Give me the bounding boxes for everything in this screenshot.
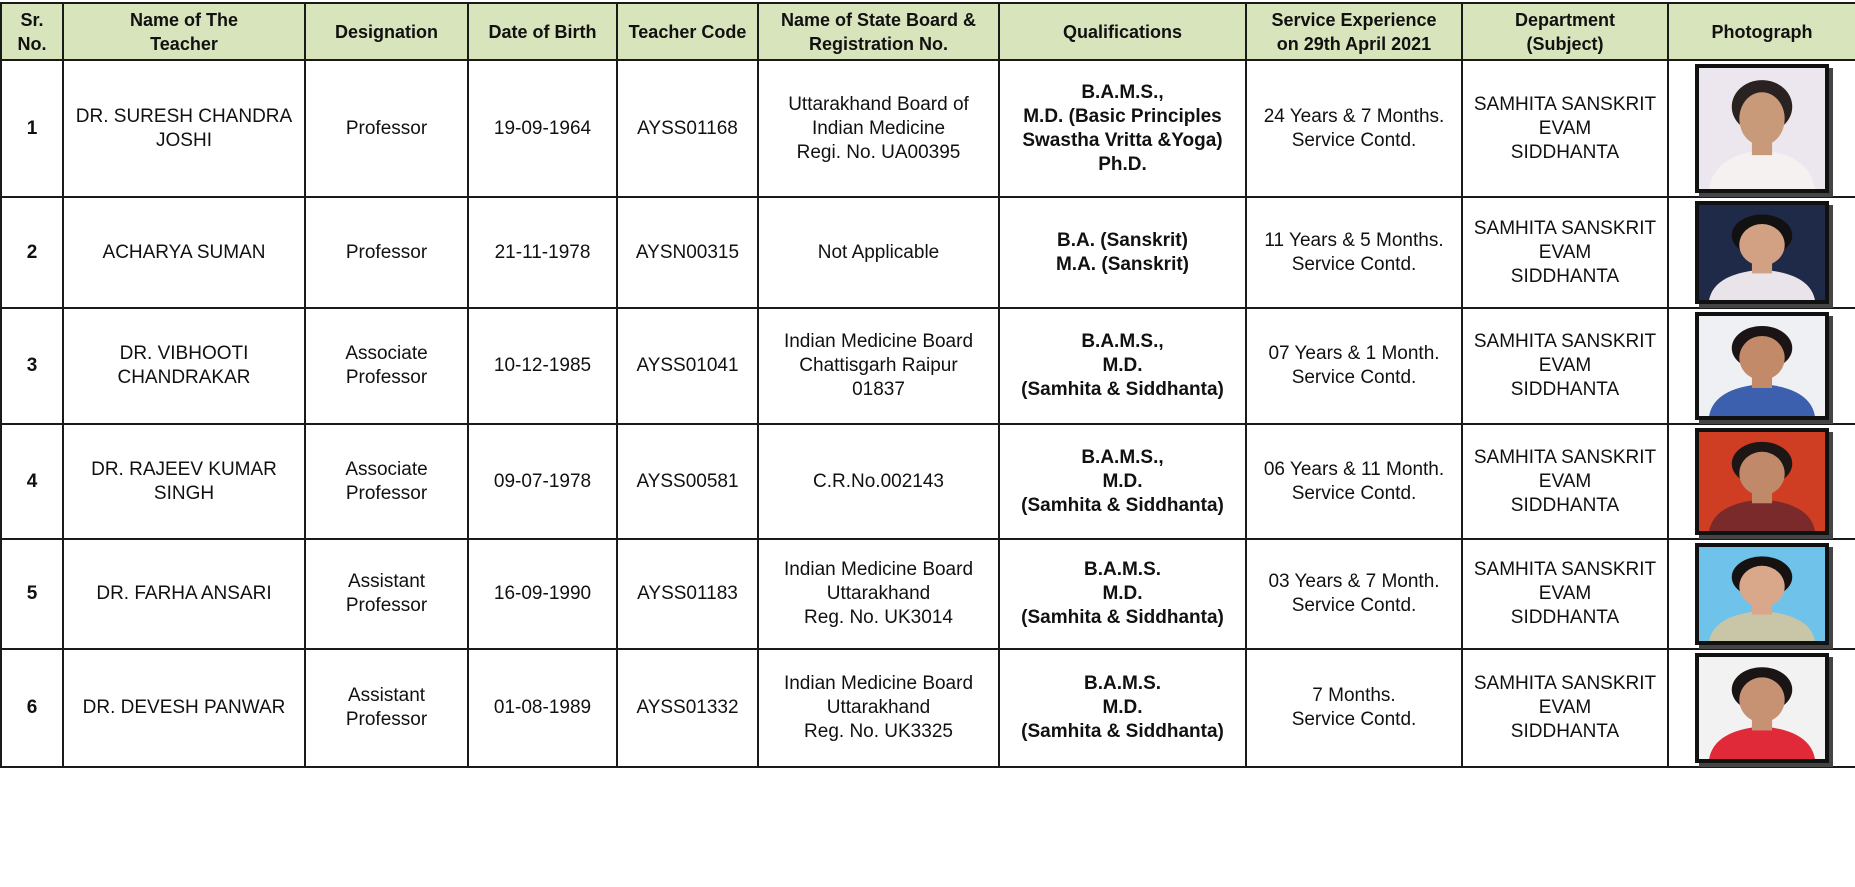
portrait-photo xyxy=(1699,432,1825,531)
designation-cell: Professor xyxy=(305,60,468,197)
photo-frame xyxy=(1695,201,1829,304)
header-row xyxy=(1,3,1855,60)
header-experience: Service Experience on 29th April 2021 xyxy=(1246,3,1462,60)
table-row xyxy=(1,649,1855,767)
header-state-board: Name of State Board & Registration No. xyxy=(758,3,999,60)
department-cell: SAMHITA SANSKRIT EVAM SIDDHANTA xyxy=(1462,649,1668,767)
qualifications-cell: B.A.M.S., M.D. (Samhita & Siddhanta) xyxy=(999,424,1246,539)
photo-frame xyxy=(1695,64,1829,193)
designation-cell: Associate Professor xyxy=(305,424,468,539)
sr-no-cell: 4 xyxy=(1,424,63,539)
state-board-cell: Indian Medicine Board Uttarakhand Reg. No. UK3014 xyxy=(758,539,999,649)
experience-cell: 07 Years & 1 Month. Service Contd. xyxy=(1246,308,1462,424)
sr-no-cell: 2 xyxy=(1,197,63,308)
state-board-cell: Uttarakhand Board of Indian Medicine Regi. No. UA00395 xyxy=(758,60,999,197)
department-cell: SAMHITA SANSKRIT EVAM SIDDHANTA xyxy=(1462,539,1668,649)
experience-cell: 24 Years & 7 Months. Service Contd. xyxy=(1246,60,1462,197)
photograph-cell xyxy=(1668,539,1855,649)
teacher-code-cell: AYSS01332 xyxy=(617,649,758,767)
header-designation: Designation xyxy=(305,3,468,60)
department-cell: SAMHITA SANSKRIT EVAM SIDDHANTA xyxy=(1462,308,1668,424)
photo-frame xyxy=(1695,428,1829,535)
dob-cell: 01-08-1989 xyxy=(468,649,617,767)
dob-cell: 16-09-1990 xyxy=(468,539,617,649)
table-row xyxy=(1,197,1855,308)
header-department: Department (Subject) xyxy=(1462,3,1668,60)
qualifications-cell: B.A.M.S. M.D. (Samhita & Siddhanta) xyxy=(999,649,1246,767)
sr-no-cell: 3 xyxy=(1,308,63,424)
header-qualifications: Qualifications xyxy=(999,3,1246,60)
experience-cell: 03 Years & 7 Month. Service Contd. xyxy=(1246,539,1462,649)
table-row xyxy=(1,424,1855,539)
portrait-photo xyxy=(1699,205,1825,300)
qualifications-cell: B.A.M.S., M.D. (Basic Principles Swastha Vritta &Yoga) Ph.D. xyxy=(999,60,1246,197)
sr-no-cell: 5 xyxy=(1,539,63,649)
table-row xyxy=(1,60,1855,197)
designation-cell: Assistant Professor xyxy=(305,539,468,649)
table-row xyxy=(1,539,1855,649)
dob-cell: 10-12-1985 xyxy=(468,308,617,424)
portrait-photo xyxy=(1699,547,1825,641)
photo-frame xyxy=(1695,312,1829,420)
teacher-name-cell: DR. VIBHOOTI CHANDRAKAR xyxy=(63,308,305,424)
header-dob: Date of Birth xyxy=(468,3,617,60)
designation-cell: Assistant Professor xyxy=(305,649,468,767)
qualifications-cell: B.A.M.S., M.D. (Samhita & Siddhanta) xyxy=(999,308,1246,424)
photograph-cell xyxy=(1668,308,1855,424)
teacher-code-cell: AYSS01183 xyxy=(617,539,758,649)
portrait-photo xyxy=(1699,316,1825,416)
experience-cell: 06 Years & 11 Month. Service Contd. xyxy=(1246,424,1462,539)
state-board-cell: Indian Medicine Board Uttarakhand Reg. No. UK3325 xyxy=(758,649,999,767)
state-board-cell: Indian Medicine Board Chattisgarh Raipur 01837 xyxy=(758,308,999,424)
sr-no-cell: 6 xyxy=(1,649,63,767)
teacher-code-cell: AYSS01168 xyxy=(617,60,758,197)
faculty-table xyxy=(0,2,1855,768)
portrait-photo xyxy=(1699,68,1825,189)
experience-cell: 11 Years & 5 Months. Service Contd. xyxy=(1246,197,1462,308)
teacher-code-cell: AYSS01041 xyxy=(617,308,758,424)
portrait-photo xyxy=(1699,657,1825,759)
teacher-name-cell: DR. DEVESH PANWAR xyxy=(63,649,305,767)
dob-cell: 19-09-1964 xyxy=(468,60,617,197)
dob-cell: 09-07-1978 xyxy=(468,424,617,539)
dob-cell: 21-11-1978 xyxy=(468,197,617,308)
designation-cell: Professor xyxy=(305,197,468,308)
photo-frame xyxy=(1695,543,1829,645)
header-name: Name of The Teacher xyxy=(63,3,305,60)
header-teacher-code: Teacher Code xyxy=(617,3,758,60)
department-cell: SAMHITA SANSKRIT EVAM SIDDHANTA xyxy=(1462,197,1668,308)
sr-no-cell: 1 xyxy=(1,60,63,197)
experience-cell: 7 Months. Service Contd. xyxy=(1246,649,1462,767)
department-cell: SAMHITA SANSKRIT EVAM SIDDHANTA xyxy=(1462,60,1668,197)
photo-frame xyxy=(1695,653,1829,763)
state-board-cell: C.R.No.002143 xyxy=(758,424,999,539)
header-photograph: Photograph xyxy=(1668,3,1855,60)
state-board-cell: Not Applicable xyxy=(758,197,999,308)
teacher-name-cell: DR. SURESH CHANDRA JOSHI xyxy=(63,60,305,197)
designation-cell: Associate Professor xyxy=(305,308,468,424)
qualifications-cell: B.A.M.S. M.D. (Samhita & Siddhanta) xyxy=(999,539,1246,649)
photograph-cell xyxy=(1668,649,1855,767)
teacher-code-cell: AYSN00315 xyxy=(617,197,758,308)
table-row xyxy=(1,308,1855,424)
photograph-cell xyxy=(1668,424,1855,539)
teacher-name-cell: ACHARYA SUMAN xyxy=(63,197,305,308)
photograph-cell xyxy=(1668,60,1855,197)
teacher-name-cell: DR. RAJEEV KUMAR SINGH xyxy=(63,424,305,539)
qualifications-cell: B.A. (Sanskrit) M.A. (Sanskrit) xyxy=(999,197,1246,308)
photograph-cell xyxy=(1668,197,1855,308)
teacher-name-cell: DR. FARHA ANSARI xyxy=(63,539,305,649)
header-sr-no: Sr. No. xyxy=(1,3,63,60)
department-cell: SAMHITA SANSKRIT EVAM SIDDHANTA xyxy=(1462,424,1668,539)
teacher-code-cell: AYSS00581 xyxy=(617,424,758,539)
